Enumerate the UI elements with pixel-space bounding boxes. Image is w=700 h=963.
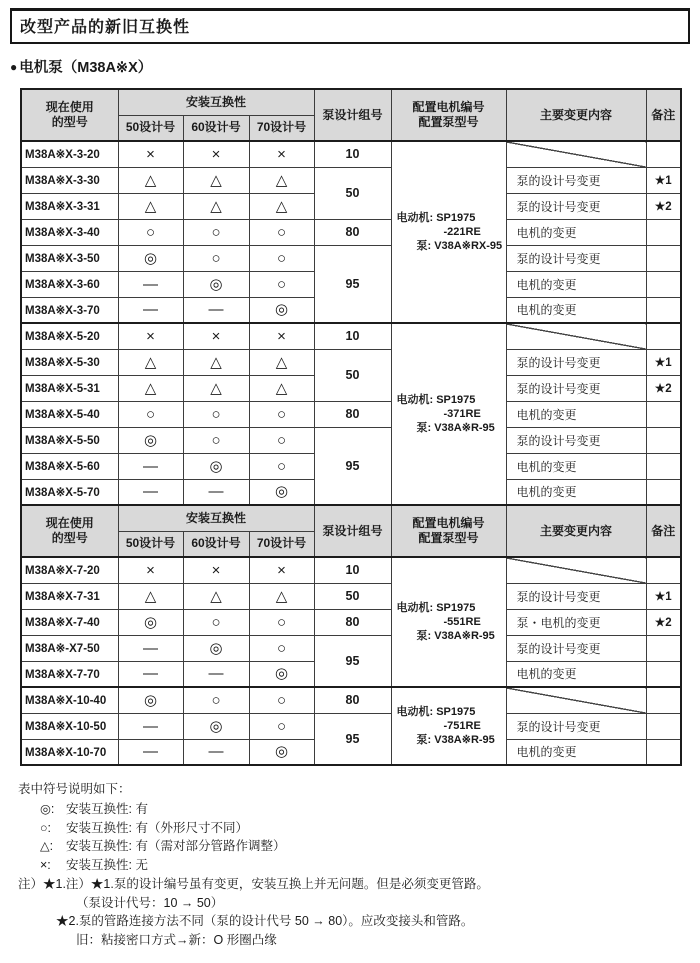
compat-50-cell: —: [118, 297, 183, 323]
table-row: [21, 141, 681, 167]
remark-cell: ★1: [646, 583, 681, 609]
model-cell: M38A※X-5-60: [21, 453, 118, 479]
model-cell: M38A※X-7-20: [21, 557, 118, 583]
header-design-60: 60设计号: [183, 115, 249, 141]
pump-design-group-cell: 80: [314, 401, 391, 427]
compat-70-cell: ○: [249, 687, 314, 713]
model-cell: M38A※X-5-30: [21, 349, 118, 375]
legend-item: [18, 819, 690, 838]
change-cell: [506, 323, 646, 349]
header-motor-config: 配置电机编号 配置泵型号: [391, 505, 506, 557]
change-cell: 电机的变更: [506, 453, 646, 479]
model-cell: M38A※X-3-60: [21, 271, 118, 297]
table-row: [21, 713, 681, 739]
compat-60-cell: ×: [183, 557, 249, 583]
compat-60-cell: ○: [183, 609, 249, 635]
model-cell: M38A※X-10-40: [21, 687, 118, 713]
header-current-model: 现在使用 的型号: [21, 505, 118, 557]
compat-70-cell: ○: [249, 453, 314, 479]
header-install-compat: 安装互换性: [118, 89, 314, 115]
model-cell: M38A※X-3-40: [21, 219, 118, 245]
legend-symbol: ×:: [40, 858, 51, 872]
compat-60-cell: ×: [183, 141, 249, 167]
remark-cell: [646, 635, 681, 661]
header-design-60: 60设计号: [183, 531, 249, 557]
symbol-legend: [18, 780, 690, 875]
legend-item: [18, 837, 690, 856]
compat-60-cell: △: [183, 583, 249, 609]
remark-cell: [646, 245, 681, 271]
table-row: [21, 323, 681, 349]
compat-60-cell: ○: [183, 427, 249, 453]
header-design-50: 50设计号: [118, 115, 183, 141]
compat-60-cell: ◎: [183, 453, 249, 479]
compat-50-cell: —: [118, 739, 183, 765]
remark-cell: [646, 687, 681, 713]
compat-60-cell: —: [183, 739, 249, 765]
model-cell: M38A※-X7-50: [21, 635, 118, 661]
model-cell: M38A※X-3-31: [21, 193, 118, 219]
compat-50-cell: —: [118, 479, 183, 505]
pump-design-group-cell: 50: [314, 349, 391, 401]
compat-60-cell: △: [183, 349, 249, 375]
compat-70-cell: ◎: [249, 739, 314, 765]
compat-60-cell: —: [183, 297, 249, 323]
motor-config-cell: 电动机: SP1975 -751RE 泵: V38A※R-95: [391, 687, 506, 765]
change-cell: 泵的设计号变更: [506, 245, 646, 271]
compat-50-cell: △: [118, 193, 183, 219]
compat-60-cell: ◎: [183, 271, 249, 297]
compat-70-cell: ◎: [249, 661, 314, 687]
compat-50-cell: ◎: [118, 609, 183, 635]
model-cell: M38A※X-3-20: [21, 141, 118, 167]
compat-60-cell: △: [183, 167, 249, 193]
table-row: [21, 609, 681, 635]
model-cell: M38A※X-3-50: [21, 245, 118, 271]
change-cell: 泵的设计号变更: [506, 375, 646, 401]
change-cell: 泵的设计号变更: [506, 713, 646, 739]
header-main-change: 主要变更内容: [506, 505, 646, 557]
header-current-model: 现在使用 的型号: [21, 89, 118, 141]
legend-meaning: 安装互换性: 有（需对部分管路作调整）: [66, 839, 286, 854]
change-cell: 电机的变更: [506, 219, 646, 245]
remark-cell: [646, 141, 681, 167]
compat-50-cell: ×: [118, 557, 183, 583]
motor-config-cell: 电动机: SP1975 -371RE 泵: V38A※R-95: [391, 323, 506, 505]
compat-50-cell: —: [118, 661, 183, 687]
remark-cell: ★1: [646, 349, 681, 375]
model-cell: M38A※X-7-31: [21, 583, 118, 609]
compat-60-cell: ○: [183, 401, 249, 427]
change-cell: 泵的设计号变更: [506, 167, 646, 193]
remark-cell: [646, 323, 681, 349]
table-row: [21, 687, 681, 713]
section-heading: [10, 56, 690, 77]
compat-70-cell: △: [249, 167, 314, 193]
legend-item: [18, 856, 690, 875]
change-cell: 电机的变更: [506, 297, 646, 323]
model-cell: M38A※X-5-40: [21, 401, 118, 427]
change-cell: [506, 687, 646, 713]
table-row: [21, 349, 681, 375]
remark-cell: ★1: [646, 167, 681, 193]
pump-design-group-cell: 10: [314, 323, 391, 349]
note-line: （泵设计代号：10 → 50）: [76, 895, 224, 910]
compat-70-cell: ○: [249, 401, 314, 427]
table-row: [21, 167, 681, 193]
legend-intro: 表中符号说明如下：: [18, 782, 131, 796]
compat-60-cell: ×: [183, 323, 249, 349]
compat-50-cell: △: [118, 583, 183, 609]
table-row: [21, 583, 681, 609]
note-line: ★2.泵的管路连接方法不同（泵的设计代号 50 → 80）。应改变接头和管路。: [56, 914, 474, 929]
remark-cell: [646, 453, 681, 479]
compat-60-cell: △: [183, 375, 249, 401]
header-remark: 备注: [646, 89, 681, 141]
table-row: [21, 427, 681, 453]
compat-50-cell: —: [118, 271, 183, 297]
note-line: 旧：粘接密口方式→新：O 形圈凸缘: [76, 933, 277, 947]
compat-table: [20, 88, 682, 766]
header-design-70: 70设计号: [249, 531, 314, 557]
compat-70-cell: ○: [249, 635, 314, 661]
compat-70-cell: △: [249, 375, 314, 401]
compat-60-cell: ○: [183, 687, 249, 713]
model-cell: M38A※X-7-40: [21, 609, 118, 635]
header-motor-config: 配置电机编号 配置泵型号: [391, 89, 506, 141]
compat-70-cell: ○: [249, 609, 314, 635]
compat-50-cell: ×: [118, 323, 183, 349]
change-cell: 电机的变更: [506, 271, 646, 297]
model-cell: M38A※X-5-70: [21, 479, 118, 505]
compat-50-cell: —: [118, 635, 183, 661]
header-design-50: 50设计号: [118, 531, 183, 557]
change-cell: 电机的变更: [506, 661, 646, 687]
compat-70-cell: ×: [249, 557, 314, 583]
legend-meaning: 安装互换性: 有（外形尺寸不同）: [66, 820, 248, 835]
compat-70-cell: ×: [249, 323, 314, 349]
table-body: [21, 89, 681, 765]
note-line: 注）★1.注）★1.泵的设计编号虽有变更，安装互换上并无问题。但是必须变更管路。: [18, 876, 489, 891]
legend-item: [18, 800, 690, 819]
header-pump-design-group: 泵设计组号: [314, 89, 391, 141]
compat-70-cell: ○: [249, 245, 314, 271]
compat-70-cell: ○: [249, 219, 314, 245]
header-remark: 备注: [646, 505, 681, 557]
change-cell: [506, 141, 646, 167]
table-row: [21, 219, 681, 245]
compat-50-cell: —: [118, 713, 183, 739]
remark-cell: [646, 271, 681, 297]
motor-config-cell: 电动机: SP1975 -551RE 泵: V38A※R-95: [391, 557, 506, 687]
pump-design-group-cell: 95: [314, 245, 391, 323]
change-cell: 泵的设计号变更: [506, 635, 646, 661]
compat-60-cell: ○: [183, 219, 249, 245]
header-install-compat: 安装互换性: [118, 505, 314, 531]
legend-symbol: △:: [40, 839, 54, 854]
remark-cell: ★2: [646, 193, 681, 219]
pump-design-group-cell: 50: [314, 583, 391, 609]
remark-cell: [646, 401, 681, 427]
section-heading-label: 电机泵（M38A※X）: [19, 60, 153, 76]
compat-60-cell: —: [183, 661, 249, 687]
compat-50-cell: ○: [118, 401, 183, 427]
remark-cell: [646, 297, 681, 323]
remark-cell: [646, 713, 681, 739]
header-main-change: 主要变更内容: [506, 89, 646, 141]
pump-design-group-cell: 80: [314, 219, 391, 245]
legend-symbol: ○:: [40, 820, 52, 835]
legend-symbol: ◎:: [40, 801, 55, 816]
change-cell: 泵的设计号变更: [506, 193, 646, 219]
compat-70-cell: ○: [249, 713, 314, 739]
legend-items: [18, 800, 690, 875]
model-cell: M38A※X-3-30: [21, 167, 118, 193]
remark-cell: [646, 557, 681, 583]
compat-60-cell: ○: [183, 245, 249, 271]
compat-50-cell: —: [118, 453, 183, 479]
table-row: [21, 635, 681, 661]
remark-cell: [646, 479, 681, 505]
compat-50-cell: △: [118, 167, 183, 193]
pump-design-group-cell: 80: [314, 609, 391, 635]
header-design-70: 70设计号: [249, 115, 314, 141]
compat-60-cell: ◎: [183, 635, 249, 661]
remark-cell: [646, 219, 681, 245]
change-cell: [506, 557, 646, 583]
table-row: [21, 245, 681, 271]
header-pump-design-group: 泵设计组号: [314, 505, 391, 557]
pump-design-group-cell: 95: [314, 713, 391, 765]
pump-design-group-cell: 50: [314, 167, 391, 219]
compat-60-cell: △: [183, 193, 249, 219]
compat-50-cell: △: [118, 349, 183, 375]
compat-70-cell: ○: [249, 271, 314, 297]
pump-design-group-cell: 95: [314, 635, 391, 687]
change-cell: 电机的变更: [506, 401, 646, 427]
legend-meaning: 安装互换性: 有: [66, 801, 148, 816]
change-cell: 泵的设计号变更: [506, 349, 646, 375]
remark-cell: [646, 661, 681, 687]
compat-50-cell: △: [118, 375, 183, 401]
compat-50-cell: ◎: [118, 427, 183, 453]
compat-70-cell: ◎: [249, 479, 314, 505]
pump-design-group-cell: 10: [314, 141, 391, 167]
model-cell: M38A※X-5-31: [21, 375, 118, 401]
compat-50-cell: ◎: [118, 245, 183, 271]
remark-cell: ★2: [646, 375, 681, 401]
change-cell: 泵的设计号变更: [506, 583, 646, 609]
compat-70-cell: ◎: [249, 297, 314, 323]
compat-50-cell: ○: [118, 219, 183, 245]
model-cell: M38A※X-10-50: [21, 713, 118, 739]
remark-cell: [646, 427, 681, 453]
table-row: [21, 401, 681, 427]
compat-70-cell: △: [249, 583, 314, 609]
model-cell: M38A※X-10-70: [21, 739, 118, 765]
remark-cell: ★2: [646, 609, 681, 635]
change-cell: 泵・电机的变更: [506, 609, 646, 635]
change-cell: 泵的设计号变更: [506, 427, 646, 453]
model-cell: M38A※X-5-50: [21, 427, 118, 453]
compat-50-cell: ◎: [118, 687, 183, 713]
compat-60-cell: ◎: [183, 713, 249, 739]
change-cell: 电机的变更: [506, 739, 646, 765]
model-cell: M38A※X-7-70: [21, 661, 118, 687]
model-cell: M38A※X-5-20: [21, 323, 118, 349]
header-row: [21, 89, 681, 115]
pump-design-group-cell: 10: [314, 557, 391, 583]
model-cell: M38A※X-3-70: [21, 297, 118, 323]
compat-70-cell: ○: [249, 427, 314, 453]
bullet-icon: ●: [10, 59, 18, 74]
legend-meaning: 安装互换性: 无: [66, 858, 148, 872]
pump-design-group-cell: 80: [314, 687, 391, 713]
page-title: 改型产品的新旧互换性: [10, 8, 690, 44]
compat-70-cell: ×: [249, 141, 314, 167]
motor-config-cell: 电动机: SP1975 -221RE 泵: V38A※RX-95: [391, 141, 506, 323]
table-row: [21, 557, 681, 583]
compat-70-cell: △: [249, 349, 314, 375]
pump-design-group-cell: 95: [314, 427, 391, 505]
header-row: [21, 505, 681, 531]
compat-70-cell: △: [249, 193, 314, 219]
compat-50-cell: ×: [118, 141, 183, 167]
remark-cell: [646, 739, 681, 765]
compat-60-cell: —: [183, 479, 249, 505]
change-cell: 电机的变更: [506, 479, 646, 505]
footnotes: [18, 875, 690, 950]
